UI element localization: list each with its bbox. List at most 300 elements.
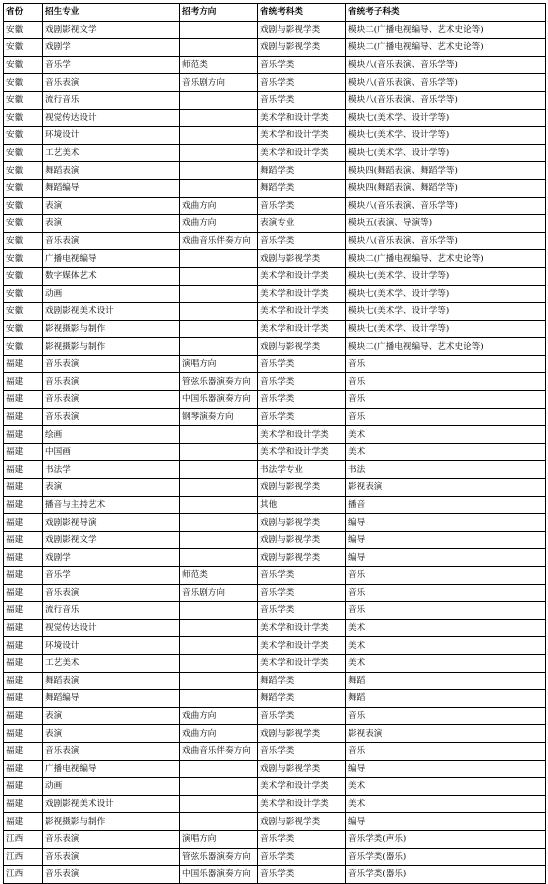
cell-province: 福建 <box>4 426 43 444</box>
cell-exam-category: 美术学和设计学类 <box>258 285 346 303</box>
cell-exam-subcategory: 音乐学类(器乐) <box>346 848 546 866</box>
cell-province: 福建 <box>4 795 43 813</box>
cell-exam-subcategory: 模块八(音乐表演、音乐学等) <box>346 74 546 92</box>
cell-direction: 戏曲方向 <box>180 707 258 725</box>
cell-exam-category: 舞蹈学类 <box>258 162 346 180</box>
cell-major: 音乐表演 <box>43 74 180 92</box>
cell-major: 绘画 <box>43 426 180 444</box>
cell-major: 工艺美术 <box>43 144 180 162</box>
cell-direction <box>180 496 258 514</box>
cell-major: 音乐表演 <box>43 355 180 373</box>
cell-province: 福建 <box>4 479 43 497</box>
cell-exam-subcategory: 美术 <box>346 654 546 672</box>
cell-major: 音乐表演 <box>43 742 180 760</box>
cell-province: 福建 <box>4 549 43 567</box>
cell-major: 动画 <box>43 285 180 303</box>
cell-province: 福建 <box>4 461 43 479</box>
cell-exam-category: 美术学和设计学类 <box>258 144 346 162</box>
cell-exam-category: 戏剧与影视学类 <box>258 479 346 497</box>
cell-exam-category: 音乐学类 <box>258 56 346 74</box>
cell-direction: 戏曲方向 <box>180 725 258 743</box>
cell-province: 福建 <box>4 778 43 796</box>
cell-exam-category: 戏剧与影视学类 <box>258 549 346 567</box>
cell-province: 福建 <box>4 443 43 461</box>
cell-exam-category: 美术学和设计学类 <box>258 654 346 672</box>
cell-exam-subcategory: 音乐 <box>346 373 546 391</box>
cell-direction <box>180 426 258 444</box>
table-row <box>4 866 546 884</box>
cell-major: 戏剧影视美术设计 <box>43 303 180 321</box>
cell-major: 音乐表演 <box>43 848 180 866</box>
table-row <box>4 549 546 567</box>
cell-major: 音乐学 <box>43 56 180 74</box>
cell-exam-subcategory: 编导 <box>346 549 546 567</box>
cell-exam-category: 音乐学类 <box>258 742 346 760</box>
cell-exam-category: 美术学和设计学类 <box>258 267 346 285</box>
cell-major: 数字媒体艺术 <box>43 267 180 285</box>
cell-exam-subcategory: 模块八(音乐表演、音乐学等) <box>346 197 546 215</box>
cell-exam-subcategory: 模块七(美术学、设计学等) <box>346 320 546 338</box>
header-exam-category: 省统考科类 <box>258 4 346 22</box>
cell-major: 舞蹈表演 <box>43 162 180 180</box>
cell-exam-category: 美术学和设计学类 <box>258 443 346 461</box>
cell-exam-category: 音乐学类 <box>258 355 346 373</box>
cell-major: 视觉传达设计 <box>43 619 180 637</box>
cell-major: 播音与主持艺术 <box>43 496 180 514</box>
cell-direction <box>180 654 258 672</box>
table-row <box>4 39 546 57</box>
table-row <box>4 690 546 708</box>
cell-province: 福建 <box>4 725 43 743</box>
cell-major: 音乐表演 <box>43 830 180 848</box>
table-row <box>4 127 546 145</box>
cell-major: 表演 <box>43 707 180 725</box>
cell-exam-category: 音乐学类 <box>258 74 346 92</box>
cell-exam-category: 音乐学类 <box>258 602 346 620</box>
cell-major: 舞蹈编导 <box>43 179 180 197</box>
table-row <box>4 91 546 109</box>
cell-major: 中国画 <box>43 443 180 461</box>
table-row <box>4 778 546 796</box>
table-row <box>4 795 546 813</box>
cell-direction <box>180 21 258 39</box>
cell-exam-subcategory: 模块八(音乐表演、音乐学等) <box>346 56 546 74</box>
header-major: 招生专业 <box>43 4 180 22</box>
cell-direction <box>180 285 258 303</box>
cell-major: 影视摄影与制作 <box>43 320 180 338</box>
cell-exam-subcategory: 美术 <box>346 778 546 796</box>
cell-province: 安徽 <box>4 109 43 127</box>
cell-exam-subcategory: 编导 <box>346 514 546 532</box>
cell-major: 环境设计 <box>43 637 180 655</box>
cell-major: 表演 <box>43 215 180 233</box>
cell-direction <box>180 813 258 831</box>
cell-exam-subcategory: 播音 <box>346 496 546 514</box>
cell-province: 福建 <box>4 531 43 549</box>
cell-direction: 戏曲方向 <box>180 197 258 215</box>
cell-province: 安徽 <box>4 303 43 321</box>
cell-major: 戏剧学 <box>43 549 180 567</box>
cell-exam-subcategory: 美术 <box>346 619 546 637</box>
cell-major: 广播电视编导 <box>43 760 180 778</box>
table-row <box>4 813 546 831</box>
cell-exam-category: 戏剧与影视学类 <box>258 21 346 39</box>
cell-exam-subcategory: 音乐 <box>346 742 546 760</box>
cell-major: 影视摄影与制作 <box>43 813 180 831</box>
cell-province: 江西 <box>4 830 43 848</box>
cell-province: 福建 <box>4 619 43 637</box>
table-row <box>4 391 546 409</box>
admissions-table <box>3 3 546 884</box>
cell-exam-category: 美术学和设计学类 <box>258 127 346 145</box>
cell-direction <box>180 602 258 620</box>
cell-direction <box>180 549 258 567</box>
cell-exam-subcategory: 音乐学类(器乐) <box>346 866 546 884</box>
cell-direction <box>180 39 258 57</box>
cell-exam-subcategory: 音乐 <box>346 567 546 585</box>
cell-direction <box>180 637 258 655</box>
cell-province: 安徽 <box>4 338 43 356</box>
cell-direction: 中国乐器演奏方向 <box>180 866 258 884</box>
table-row <box>4 443 546 461</box>
cell-direction: 音乐剧方向 <box>180 74 258 92</box>
cell-exam-subcategory: 模块二(广播电视编导、艺术史论等) <box>346 21 546 39</box>
cell-direction <box>180 531 258 549</box>
cell-province: 安徽 <box>4 179 43 197</box>
cell-direction <box>180 795 258 813</box>
cell-major: 戏剧影视美术设计 <box>43 795 180 813</box>
cell-province: 福建 <box>4 654 43 672</box>
cell-province: 福建 <box>4 391 43 409</box>
cell-exam-subcategory: 舞蹈 <box>346 672 546 690</box>
admissions-table-page <box>3 3 545 884</box>
cell-direction: 师范类 <box>180 56 258 74</box>
cell-exam-category: 戏剧与影视学类 <box>258 338 346 356</box>
cell-exam-subcategory: 音乐 <box>346 408 546 426</box>
cell-direction: 演唱方向 <box>180 830 258 848</box>
cell-exam-category: 美术学和设计学类 <box>258 637 346 655</box>
cell-exam-subcategory: 编导 <box>346 813 546 831</box>
cell-province: 安徽 <box>4 127 43 145</box>
cell-exam-subcategory: 音乐学类(声乐) <box>346 830 546 848</box>
cell-province: 安徽 <box>4 267 43 285</box>
header-direction: 招考方向 <box>180 4 258 22</box>
cell-exam-category: 舞蹈学类 <box>258 179 346 197</box>
cell-exam-category: 美术学和设计学类 <box>258 619 346 637</box>
table-row <box>4 567 546 585</box>
cell-exam-subcategory: 模块五(表演、导演等) <box>346 215 546 233</box>
cell-direction: 钢琴演奏方向 <box>180 408 258 426</box>
cell-direction <box>180 443 258 461</box>
table-row <box>4 355 546 373</box>
cell-exam-category: 美术学和设计学类 <box>258 778 346 796</box>
cell-direction <box>180 778 258 796</box>
table-row <box>4 338 546 356</box>
cell-direction <box>180 91 258 109</box>
table-row <box>4 619 546 637</box>
cell-direction <box>180 514 258 532</box>
cell-province: 福建 <box>4 637 43 655</box>
cell-direction: 管弦乐器演奏方向 <box>180 373 258 391</box>
cell-province: 安徽 <box>4 21 43 39</box>
cell-province: 安徽 <box>4 320 43 338</box>
table-row <box>4 144 546 162</box>
cell-province: 安徽 <box>4 250 43 268</box>
cell-exam-category: 戏剧与影视学类 <box>258 760 346 778</box>
cell-exam-category: 音乐学类 <box>258 232 346 250</box>
cell-major: 视觉传达设计 <box>43 109 180 127</box>
table-row <box>4 285 546 303</box>
cell-direction <box>180 320 258 338</box>
table-row <box>4 496 546 514</box>
cell-direction <box>180 760 258 778</box>
cell-direction <box>180 179 258 197</box>
cell-exam-subcategory: 音乐 <box>346 391 546 409</box>
cell-major: 音乐表演 <box>43 232 180 250</box>
cell-province: 安徽 <box>4 162 43 180</box>
cell-province: 安徽 <box>4 56 43 74</box>
cell-province: 福建 <box>4 707 43 725</box>
cell-province: 福建 <box>4 408 43 426</box>
table-row <box>4 197 546 215</box>
cell-major: 影视摄影与制作 <box>43 338 180 356</box>
cell-direction <box>180 144 258 162</box>
cell-exam-subcategory: 模块七(美术学、设计学等) <box>346 267 546 285</box>
cell-exam-subcategory: 模块四(舞蹈表演、舞蹈学等) <box>346 179 546 197</box>
table-row <box>4 461 546 479</box>
cell-exam-category: 戏剧与影视学类 <box>258 514 346 532</box>
cell-exam-subcategory: 音乐 <box>346 707 546 725</box>
table-row <box>4 250 546 268</box>
cell-exam-category: 戏剧与影视学类 <box>258 250 346 268</box>
table-row <box>4 179 546 197</box>
cell-exam-subcategory: 模块七(美术学、设计学等) <box>346 144 546 162</box>
cell-exam-category: 戏剧与影视学类 <box>258 531 346 549</box>
table-row <box>4 479 546 497</box>
cell-direction <box>180 672 258 690</box>
cell-exam-category: 戏剧与影视学类 <box>258 813 346 831</box>
cell-exam-subcategory: 舞蹈 <box>346 690 546 708</box>
table-row <box>4 654 546 672</box>
cell-province: 福建 <box>4 690 43 708</box>
cell-exam-category: 音乐学类 <box>258 197 346 215</box>
cell-province: 江西 <box>4 848 43 866</box>
cell-major: 表演 <box>43 725 180 743</box>
cell-exam-category: 戏剧与影视学类 <box>258 725 346 743</box>
table-row <box>4 232 546 250</box>
cell-province: 福建 <box>4 672 43 690</box>
table-row <box>4 602 546 620</box>
table-row <box>4 373 546 391</box>
table-row <box>4 303 546 321</box>
cell-direction: 演唱方向 <box>180 355 258 373</box>
cell-province: 福建 <box>4 602 43 620</box>
cell-major: 音乐表演 <box>43 391 180 409</box>
cell-exam-subcategory: 模块四(舞蹈表演、舞蹈学等) <box>346 162 546 180</box>
cell-major: 音乐表演 <box>43 866 180 884</box>
cell-exam-category: 音乐学类 <box>258 373 346 391</box>
cell-major: 音乐学 <box>43 567 180 585</box>
table-row <box>4 725 546 743</box>
cell-exam-subcategory: 影视表演 <box>346 725 546 743</box>
table-row <box>4 637 546 655</box>
cell-direction <box>180 619 258 637</box>
table-row <box>4 21 546 39</box>
cell-exam-subcategory: 模块七(美术学、设计学等) <box>346 303 546 321</box>
cell-major: 舞蹈表演 <box>43 672 180 690</box>
cell-direction <box>180 479 258 497</box>
cell-direction: 师范类 <box>180 567 258 585</box>
table-row <box>4 760 546 778</box>
cell-direction: 戏曲音乐伴奏方向 <box>180 742 258 760</box>
cell-major: 戏剧影视文学 <box>43 21 180 39</box>
cell-exam-subcategory: 美术 <box>346 426 546 444</box>
cell-direction <box>180 162 258 180</box>
cell-province: 福建 <box>4 373 43 391</box>
cell-exam-category: 美术学和设计学类 <box>258 320 346 338</box>
cell-exam-category: 美术学和设计学类 <box>258 795 346 813</box>
cell-major: 流行音乐 <box>43 91 180 109</box>
cell-exam-category: 音乐学类 <box>258 567 346 585</box>
cell-exam-category: 书法学专业 <box>258 461 346 479</box>
cell-province: 福建 <box>4 813 43 831</box>
cell-major: 音乐表演 <box>43 373 180 391</box>
cell-province: 福建 <box>4 742 43 760</box>
cell-province: 安徽 <box>4 215 43 233</box>
header-exam-subcategory: 省统考子科类 <box>346 4 546 22</box>
cell-province: 安徽 <box>4 232 43 250</box>
cell-direction <box>180 303 258 321</box>
cell-major: 戏剧影视文学 <box>43 531 180 549</box>
cell-province: 福建 <box>4 496 43 514</box>
cell-exam-category: 美术学和设计学类 <box>258 426 346 444</box>
cell-exam-subcategory: 书法 <box>346 461 546 479</box>
cell-major: 表演 <box>43 197 180 215</box>
table-header-row <box>4 4 546 22</box>
table-row <box>4 426 546 444</box>
cell-major: 广播电视编导 <box>43 250 180 268</box>
cell-exam-subcategory: 影视表演 <box>346 479 546 497</box>
table-row <box>4 267 546 285</box>
cell-exam-category: 音乐学类 <box>258 584 346 602</box>
cell-exam-category: 音乐学类 <box>258 848 346 866</box>
cell-exam-subcategory: 编导 <box>346 531 546 549</box>
cell-province: 福建 <box>4 584 43 602</box>
table-row <box>4 848 546 866</box>
cell-exam-category: 音乐学类 <box>258 391 346 409</box>
cell-major: 舞蹈编导 <box>43 690 180 708</box>
cell-direction: 中国乐器演奏方向 <box>180 391 258 409</box>
cell-major: 动画 <box>43 778 180 796</box>
cell-major: 表演 <box>43 479 180 497</box>
cell-exam-category: 音乐学类 <box>258 866 346 884</box>
cell-direction <box>180 338 258 356</box>
cell-exam-subcategory: 模块二(广播电视编导、艺术史论等) <box>346 250 546 268</box>
cell-major: 环境设计 <box>43 127 180 145</box>
cell-direction <box>180 109 258 127</box>
cell-exam-category: 美术学和设计学类 <box>258 303 346 321</box>
table-row <box>4 56 546 74</box>
cell-province: 安徽 <box>4 39 43 57</box>
cell-exam-subcategory: 模块七(美术学、设计学等) <box>346 127 546 145</box>
cell-major: 流行音乐 <box>43 602 180 620</box>
cell-direction: 管弦乐器演奏方向 <box>180 848 258 866</box>
cell-major: 音乐表演 <box>43 408 180 426</box>
table-row <box>4 74 546 92</box>
cell-direction: 音乐剧方向 <box>180 584 258 602</box>
cell-province: 安徽 <box>4 197 43 215</box>
cell-exam-category: 音乐学类 <box>258 408 346 426</box>
cell-province: 安徽 <box>4 144 43 162</box>
cell-direction <box>180 690 258 708</box>
table-row <box>4 531 546 549</box>
table-row <box>4 672 546 690</box>
cell-province: 福建 <box>4 355 43 373</box>
cell-province: 安徽 <box>4 74 43 92</box>
cell-direction: 戏曲音乐伴奏方向 <box>180 232 258 250</box>
cell-province: 江西 <box>4 866 43 884</box>
cell-exam-category: 其他 <box>258 496 346 514</box>
cell-exam-subcategory: 编导 <box>346 760 546 778</box>
cell-exam-subcategory: 模块八(音乐表演、音乐学等) <box>346 91 546 109</box>
cell-exam-subcategory: 美术 <box>346 443 546 461</box>
cell-major: 音乐表演 <box>43 584 180 602</box>
cell-major: 戏剧影视导演 <box>43 514 180 532</box>
table-row <box>4 584 546 602</box>
header-province: 省份 <box>4 4 43 22</box>
cell-exam-subcategory: 模块七(美术学、设计学等) <box>346 109 546 127</box>
cell-exam-subcategory: 模块二(广播电视编导、艺术史论等) <box>346 39 546 57</box>
table-row <box>4 408 546 426</box>
cell-exam-subcategory: 模块七(美术学、设计学等) <box>346 285 546 303</box>
cell-exam-category: 音乐学类 <box>258 91 346 109</box>
cell-exam-category: 音乐学类 <box>258 707 346 725</box>
table-row <box>4 109 546 127</box>
cell-exam-category: 舞蹈学类 <box>258 672 346 690</box>
cell-exam-category: 舞蹈学类 <box>258 690 346 708</box>
cell-direction <box>180 250 258 268</box>
cell-exam-subcategory: 模块二(广播电视编导、艺术史论等) <box>346 338 546 356</box>
cell-major: 戏剧学 <box>43 39 180 57</box>
cell-major: 工艺美术 <box>43 654 180 672</box>
cell-exam-subcategory: 音乐 <box>346 602 546 620</box>
cell-province: 福建 <box>4 514 43 532</box>
cell-province: 安徽 <box>4 285 43 303</box>
cell-direction <box>180 267 258 285</box>
cell-direction <box>180 461 258 479</box>
table-row <box>4 707 546 725</box>
table-row <box>4 514 546 532</box>
cell-exam-category: 音乐学类 <box>258 830 346 848</box>
cell-exam-subcategory: 音乐 <box>346 584 546 602</box>
cell-exam-subcategory: 模块八(音乐表演、音乐学等) <box>346 232 546 250</box>
cell-exam-subcategory: 美术 <box>346 795 546 813</box>
table-row <box>4 320 546 338</box>
table-row <box>4 830 546 848</box>
cell-exam-category: 表演专业 <box>258 215 346 233</box>
table-row <box>4 162 546 180</box>
table-row <box>4 215 546 233</box>
cell-exam-subcategory: 音乐 <box>346 355 546 373</box>
cell-exam-category: 美术学和设计学类 <box>258 109 346 127</box>
table-body <box>4 21 546 883</box>
cell-exam-category: 戏剧与影视学类 <box>258 39 346 57</box>
cell-direction: 戏曲方向 <box>180 215 258 233</box>
cell-major: 书法学 <box>43 461 180 479</box>
cell-exam-subcategory: 美术 <box>346 637 546 655</box>
cell-province: 福建 <box>4 567 43 585</box>
cell-province: 安徽 <box>4 91 43 109</box>
